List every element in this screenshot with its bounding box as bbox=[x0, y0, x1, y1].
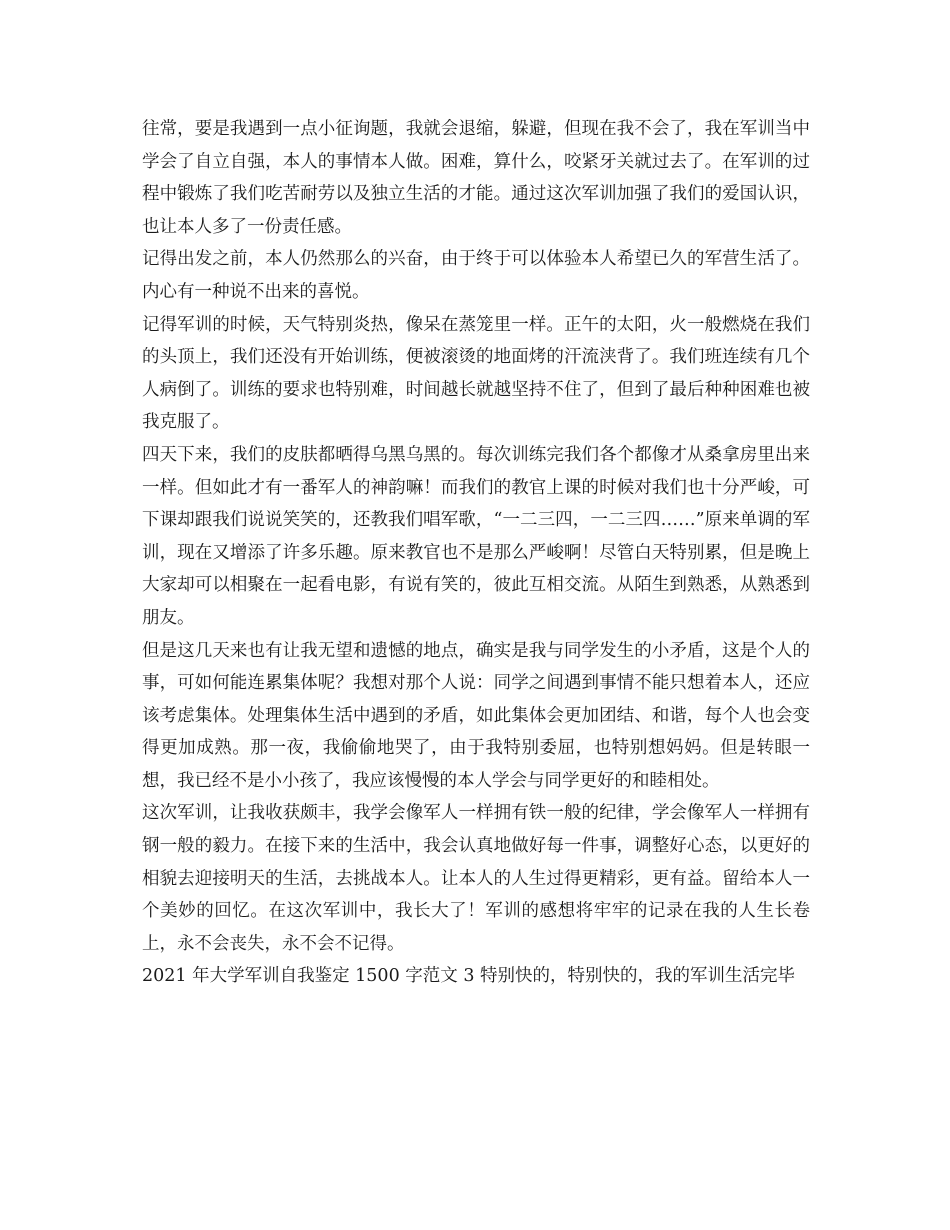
paragraph: 这次军训，让我收获颇丰，我学会像军人一样拥有铁一般的纪律，学会像军人一样拥有钢一般的毅力。在接下来的生活中，我会认真地做好每一件事，调整好心态，以更好的相貌去迎接明天的生活，去挑战本人。让本人的人生过得更精彩，更有益。留给本人一个美妙的回忆。在这次军训中，我长大了！军训的感想将牢牢的记录在我的人生长卷上，永不会丧失，永不会不记得。 bbox=[142, 803, 810, 954]
paragraph: 记得军训的时候，天气特别炎热，像呆在蒸笼里一样。正午的太阳，火一般燃烧在我们的头顶上，我们还没有开始训练，便被滚烫的地面烤的汗流浃背了。我们班连续有几个人病倒了。训练的要求也特别难，时间越长就越坚持不住了，但到了最后种种困难也被我克服了。 bbox=[142, 314, 810, 433]
paragraph: 但是这几天来也有让我无望和遗憾的地点，确实是我与同学发生的小矛盾，这是个人的事，可如何能连累集体呢？我想对那个人说：同学之间遇到事情不能只想着本人，还应该考虑集体。处理集体生活中遇到的矛盾，如此集体会更加团结、和谐，每个人也会变得更加成熟。那一夜，我偷偷地哭了，由于我特别委屈，也特别想妈妈。但是转眼一想，我已经不是小小孩了，我应该慢慢的本人学会与同学更好的和睦相处。 bbox=[142, 640, 810, 791]
paragraph: 往常，要是我遇到一点小征询题，我就会退缩，躲避，但现在我不会了，我在军训当中学会了自立自强，本人的事情本人做。困难，算什么，咬紧牙关就过去了。在军训的过程中锻炼了我们吃苦耐劳以及独立生活的才能。通过这次军训加强了我们的爱国认识，也让本人多了一份责任感。 bbox=[142, 119, 810, 237]
document-body bbox=[142, 113, 810, 993]
paragraph: 四天下来，我们的皮肤都晒得乌黑乌黑的。每次训练完我们各个都像才从桑拿房里出来一样。但如此才有一番军人的神韵嘛！而我们的教官上课的时候对我们也十分严峻，可下课却跟我们说说笑笑的，还教我们唱军歌，“一二三四，一二三四……”原来单调的军训，现在又增添了许多乐趣。原来教官也不是那么严峻啊！尽管白天特别累，但是晚上大家却可以相聚在一起看电影，有说有笑的，彼此互相交流。从陌生到熟悉，从熟悉到朋友。 bbox=[142, 444, 810, 628]
paragraph: 记得出发之前，本人仍然那么的兴奋，由于终于可以体验本人希望已久的军营生活了。内心有一种说不出来的喜悦。 bbox=[142, 249, 810, 302]
paragraph: 2021 年大学军训自我鉴定 1500 字范文 3 特别快的，特别快的，我的军训生活完毕 bbox=[142, 966, 796, 987]
